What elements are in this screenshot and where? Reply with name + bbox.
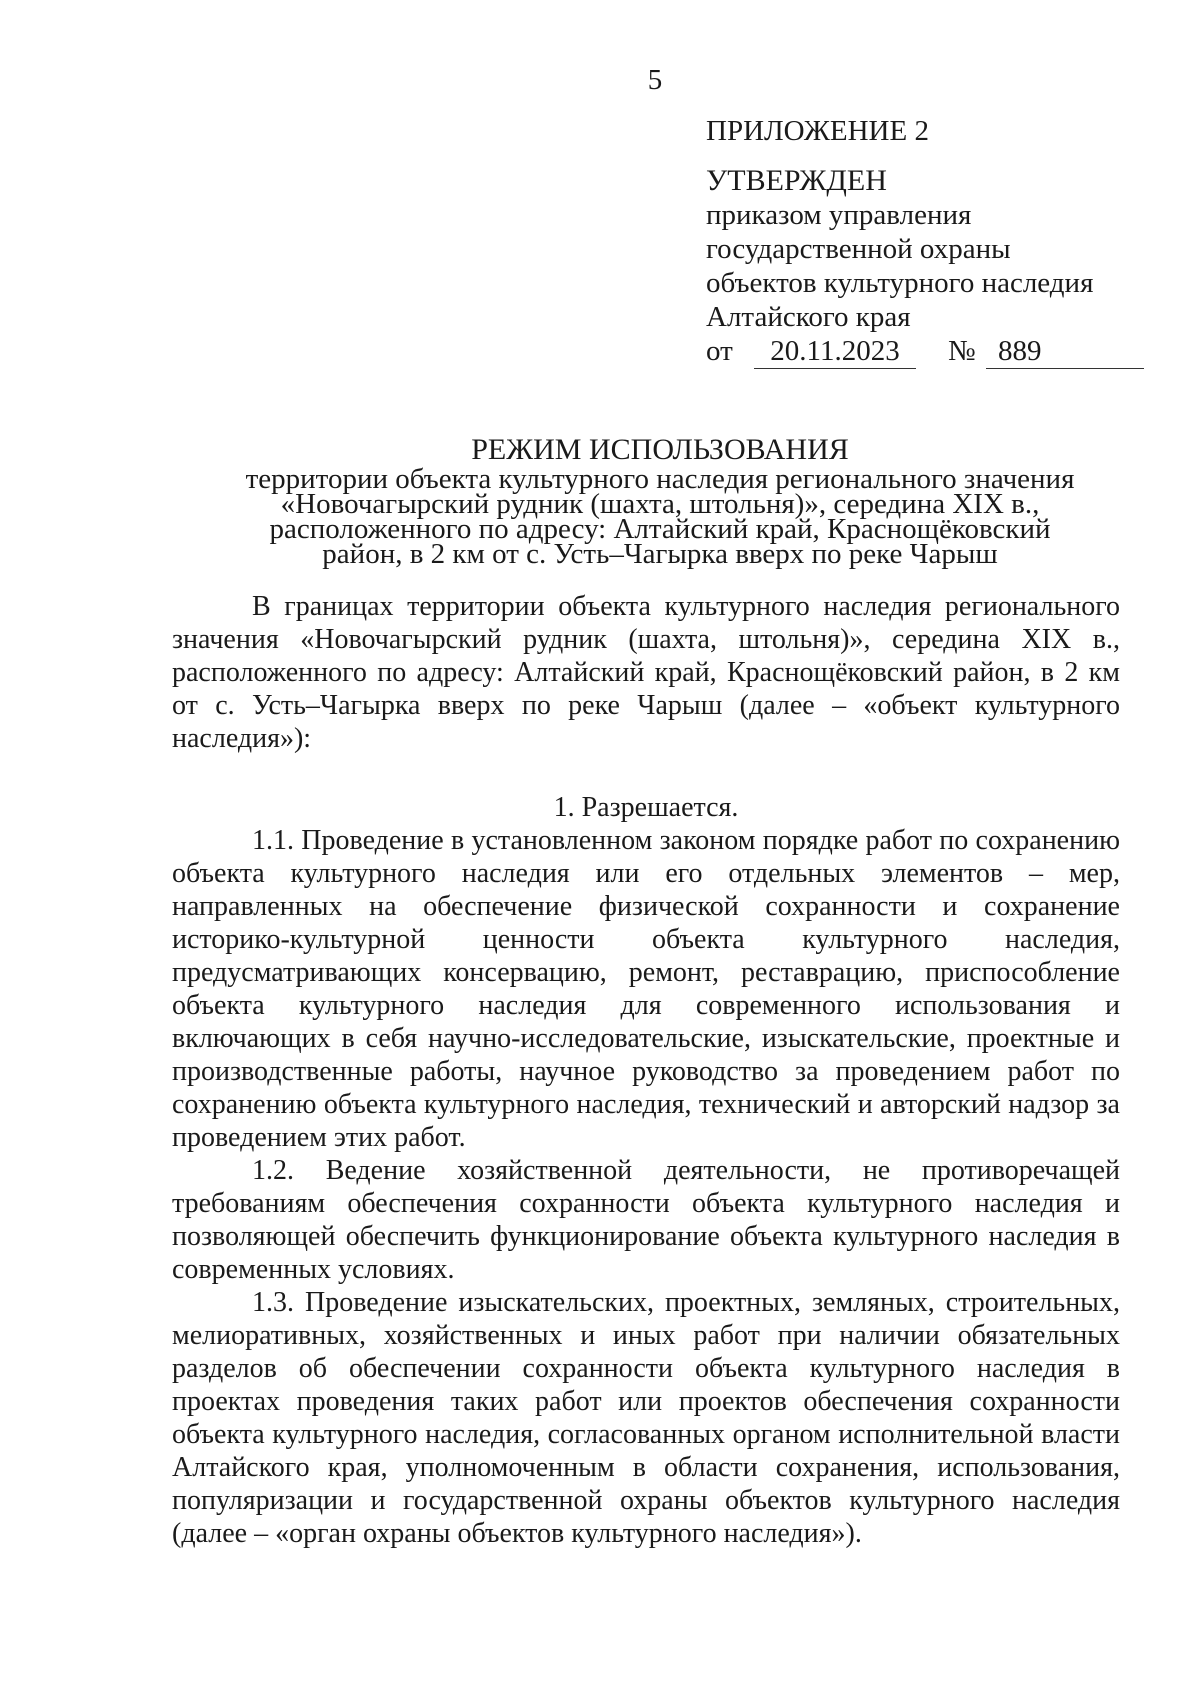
order-date: 20.11.2023 xyxy=(754,334,916,369)
appendix-label: ПРИЛОЖЕНИЕ 2 xyxy=(706,115,929,147)
clause-1-1: 1.1. Проведение в установленном законом порядке работ по сохранению объекта культурного наследия или его отдельных элементов – мер, направленных на обеспечение физической сохранности и сохранение историко-культурной ценности объекта культурного наследия, предусматривающих консервацию, ремонт, реставрацию, приспособление объекта культурного наследия для современного использования и включающих в себя научно-исследовательские, изыскательские, проектные и производственные работы, научное руководство за проведением работ по сохранению объекта культурного наследия, технический и авторский надзор за проведением этих работ. xyxy=(172,825,1120,1153)
clause-1-2: 1.2. Ведение хозяйственной деятельности, не противоречащей требованиям обеспечения сохранности объекта культурного наследия и позволяющей обеспечить функционирование объекта культурного наследия в современных условиях. xyxy=(172,1155,1120,1285)
section-heading: 1. Разрешается. xyxy=(553,792,739,823)
approval-line: государственной охраны xyxy=(706,233,1011,265)
approval-line: Алтайского края xyxy=(706,301,911,333)
order-date-line xyxy=(706,334,1166,370)
approval-line: приказом управления xyxy=(706,199,972,231)
approved-label: УТВЕРЖДЕН xyxy=(706,164,887,197)
title-line: расположенного по адресу: Алтайский край, Краснощёковский xyxy=(269,513,1051,545)
document-title xyxy=(180,433,1140,570)
title-line: «Новочагырский рудник (шахта, штольня)», середина XIX в., xyxy=(280,488,1040,520)
order-number: 889 xyxy=(986,334,1144,369)
document-body xyxy=(172,590,1120,1550)
intro-paragraph: В границах территории объекта культурного наследия регионального значения «Новочагырский рудник (шахта, штольня)», середина XIX в., расположенного по адресу: Алтайский край, Краснощёковский район, в 2 км от с. Усть–Чагырка вверх по реке Чарыш (далее – «объект культурного наследия»): xyxy=(172,591,1120,754)
date-prefix: от xyxy=(706,335,733,367)
title-main: РЕЖИМ ИСПОЛЬЗОВАНИЯ xyxy=(471,433,849,466)
title-line: территории объекта культурного наследия регионального значения xyxy=(245,463,1075,495)
title-line: район, в 2 км от с. Усть–Чагырка вверх по реке Чарыш xyxy=(322,538,998,570)
approval-line: объектов культурного наследия xyxy=(706,267,1094,299)
number-prefix: № xyxy=(948,335,976,367)
page-number: 5 xyxy=(647,64,663,96)
appendix-block xyxy=(706,114,1166,370)
clause-1-3: 1.3. Проведение изыскательских, проектных, земляных, строительных, мелиоративных, хозяйственных и иных работ при наличии обязательных разделов об обеспечении сохранности объекта культурного наследия в проектах проведения таких работ или проектов обеспечения сохранности объекта культурного наследия, согласованных органом исполнительной власти Алтайского края, уполномоченным в области сохранения, использования, популяризации и государственной охраны объектов культурного наследия (далее – «орган охраны объектов культурного наследия»). xyxy=(172,1287,1120,1549)
